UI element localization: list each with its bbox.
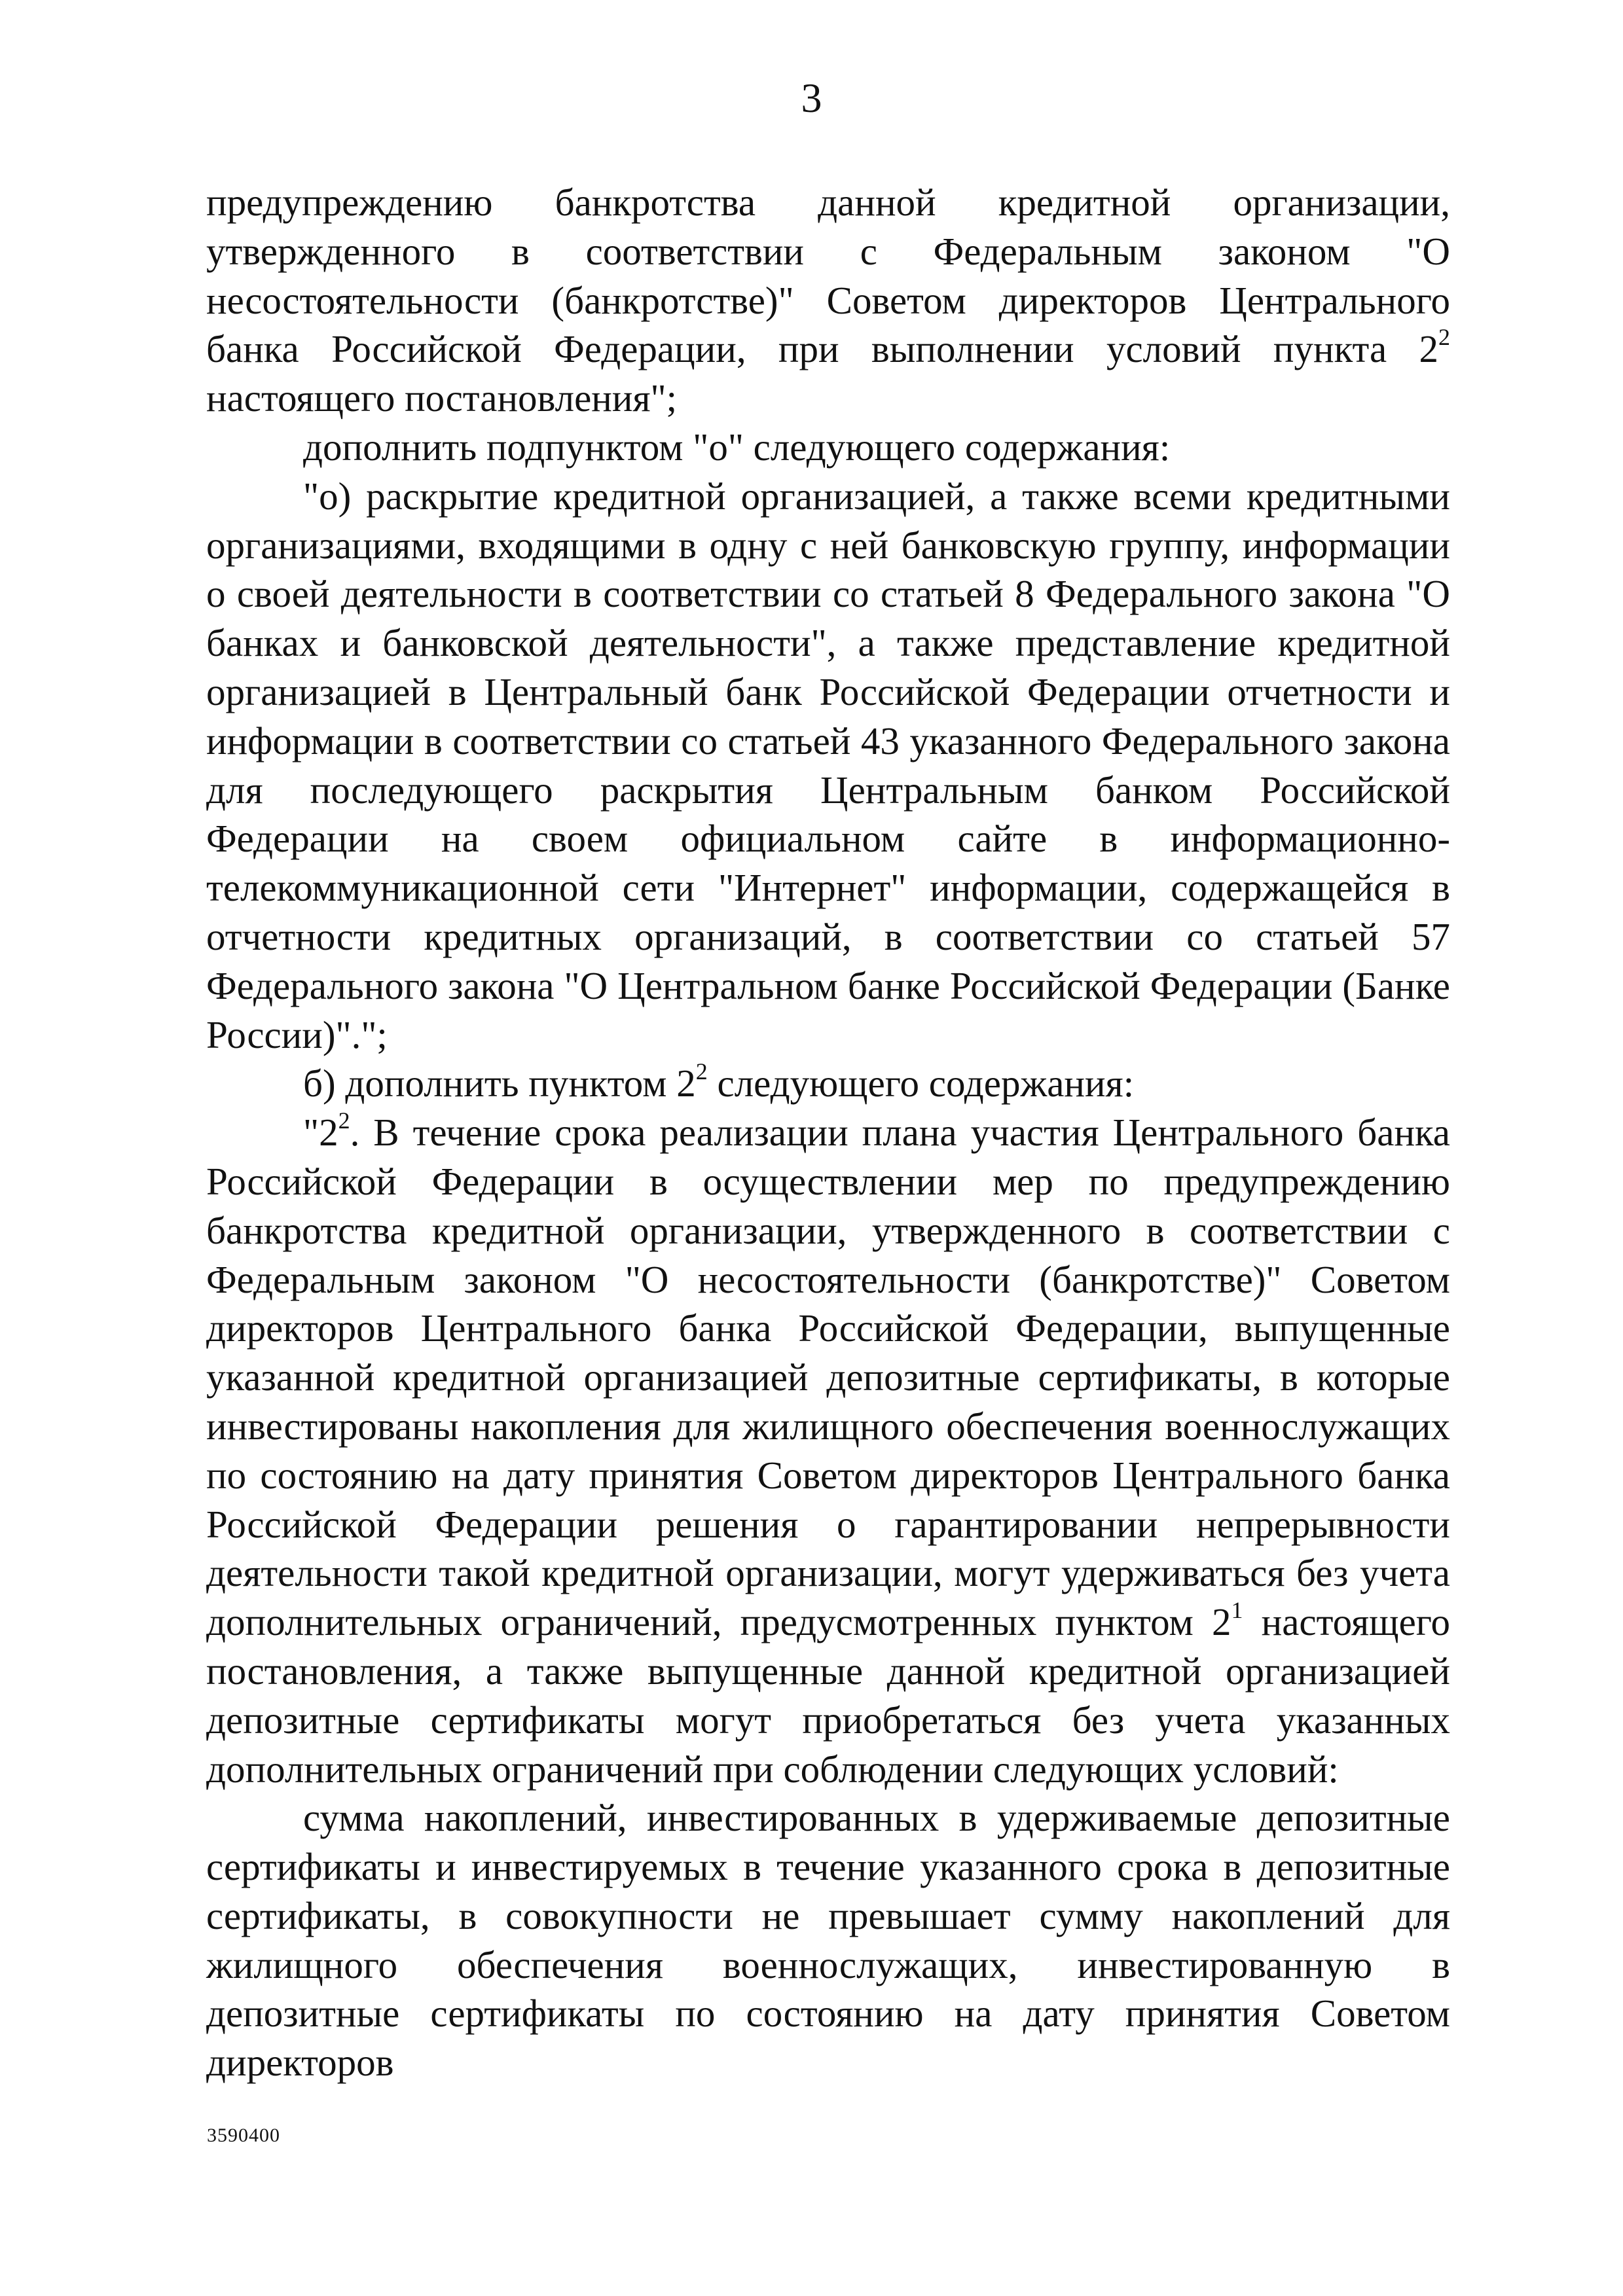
paragraph-5-text-c: настоящего постановления, а также выпущенные данной кредитной организацией депозитные сертификаты могут приобретаться без учета указанных дополнительных ограничений при соблюдении следующих условий: <box>206 1600 1450 1791</box>
paragraph-6: сумма накоплений, инвестированных в удерживаемые депозитные сертификаты и инвестируемых в течение указанного срока в депозитные сертификаты, в совокупности не превышает сумму накоплений для жилищного обеспечения военнослужащих, инвестированную в депозитные сертификаты по состоянию на дату принятия Советом директоров <box>206 1796 1450 2085</box>
paragraph-4-text-b: следующего содержания: <box>707 1062 1135 1105</box>
paragraph-5-superscript: 2 <box>338 1107 350 1134</box>
paragraph-5-text-a: "2 <box>303 1111 338 1155</box>
paragraph-4-superscript: 2 <box>695 1058 708 1085</box>
paragraph-5-text-b: . В течение срока реализации плана участия Центрального банка Российской Федерации в осуществлении мер по предупреждению банкротства кредитной организации, утвержденного в соответствии с Федеральным законом "О несостоятельности (банкротстве)" Советом директоров Центрального банка Российской Федерации, выпущенные указанной кредитной организацией депозитные сертификаты, в которые инвестированы накопления для жилищного обеспечения военнослужащих по состоянию на дату принятия Советом директоров Центрального банка Российской Федерации решения о гарантировании непрерывности деятельности такой кредитной организации, могут удерживаться без учета дополнительных ограничений, предусмотренных пунктом 2 <box>206 1111 1450 1644</box>
paragraph-5 <box>206 1108 1450 1793</box>
paragraph-5-superscript-2: 1 <box>1231 1597 1243 1624</box>
paragraph-1-end: настоящего постановления"; <box>206 376 678 420</box>
page-number: 3 <box>801 75 822 121</box>
document-body <box>206 178 1450 2087</box>
paragraph-2: дополнить подпунктом "о" следующего содержания: <box>303 425 1171 469</box>
paragraph-1 <box>206 178 1450 423</box>
paragraph-3: "о) раскрытие кредитной организацией, а также всеми кредитными организациями, входящими в одну с ней банковскую группу, информации о своей деятельности в соответствии со статьей 8 Федерального закона "О банках и банковской деятельности", а также представление кредитной организацией в Центральный банк Российской Федерации отчетности и информации в соответствии со статьей 43 указанного Федерального закона для последующего раскрытия Центральным банком Российской Федерации на своем официальном сайте в информационно-телекоммуникационной сети "Интернет" информации, содержащейся в отчетности кредитных организаций, в соответствии со статьей 57 Федерального закона "О Центральном банке Российской Федерации (Банке России)"."; <box>206 474 1450 1056</box>
paragraph-1-superscript: 2 <box>1438 324 1450 351</box>
paragraph-4 <box>206 1059 1450 1108</box>
paragraph-1-text: предупреждению банкротства данной кредитной организации, утвержденного в соответствии с Федеральным законом "О несостоятельности (банкротстве)" Советом директоров Центрального банка Российской Федерации, при выполнении условий пункта 2 <box>206 181 1450 371</box>
paragraph-4-text-a: б) дополнить пунктом 2 <box>303 1062 696 1105</box>
document-code: 3590400 <box>207 2125 280 2146</box>
